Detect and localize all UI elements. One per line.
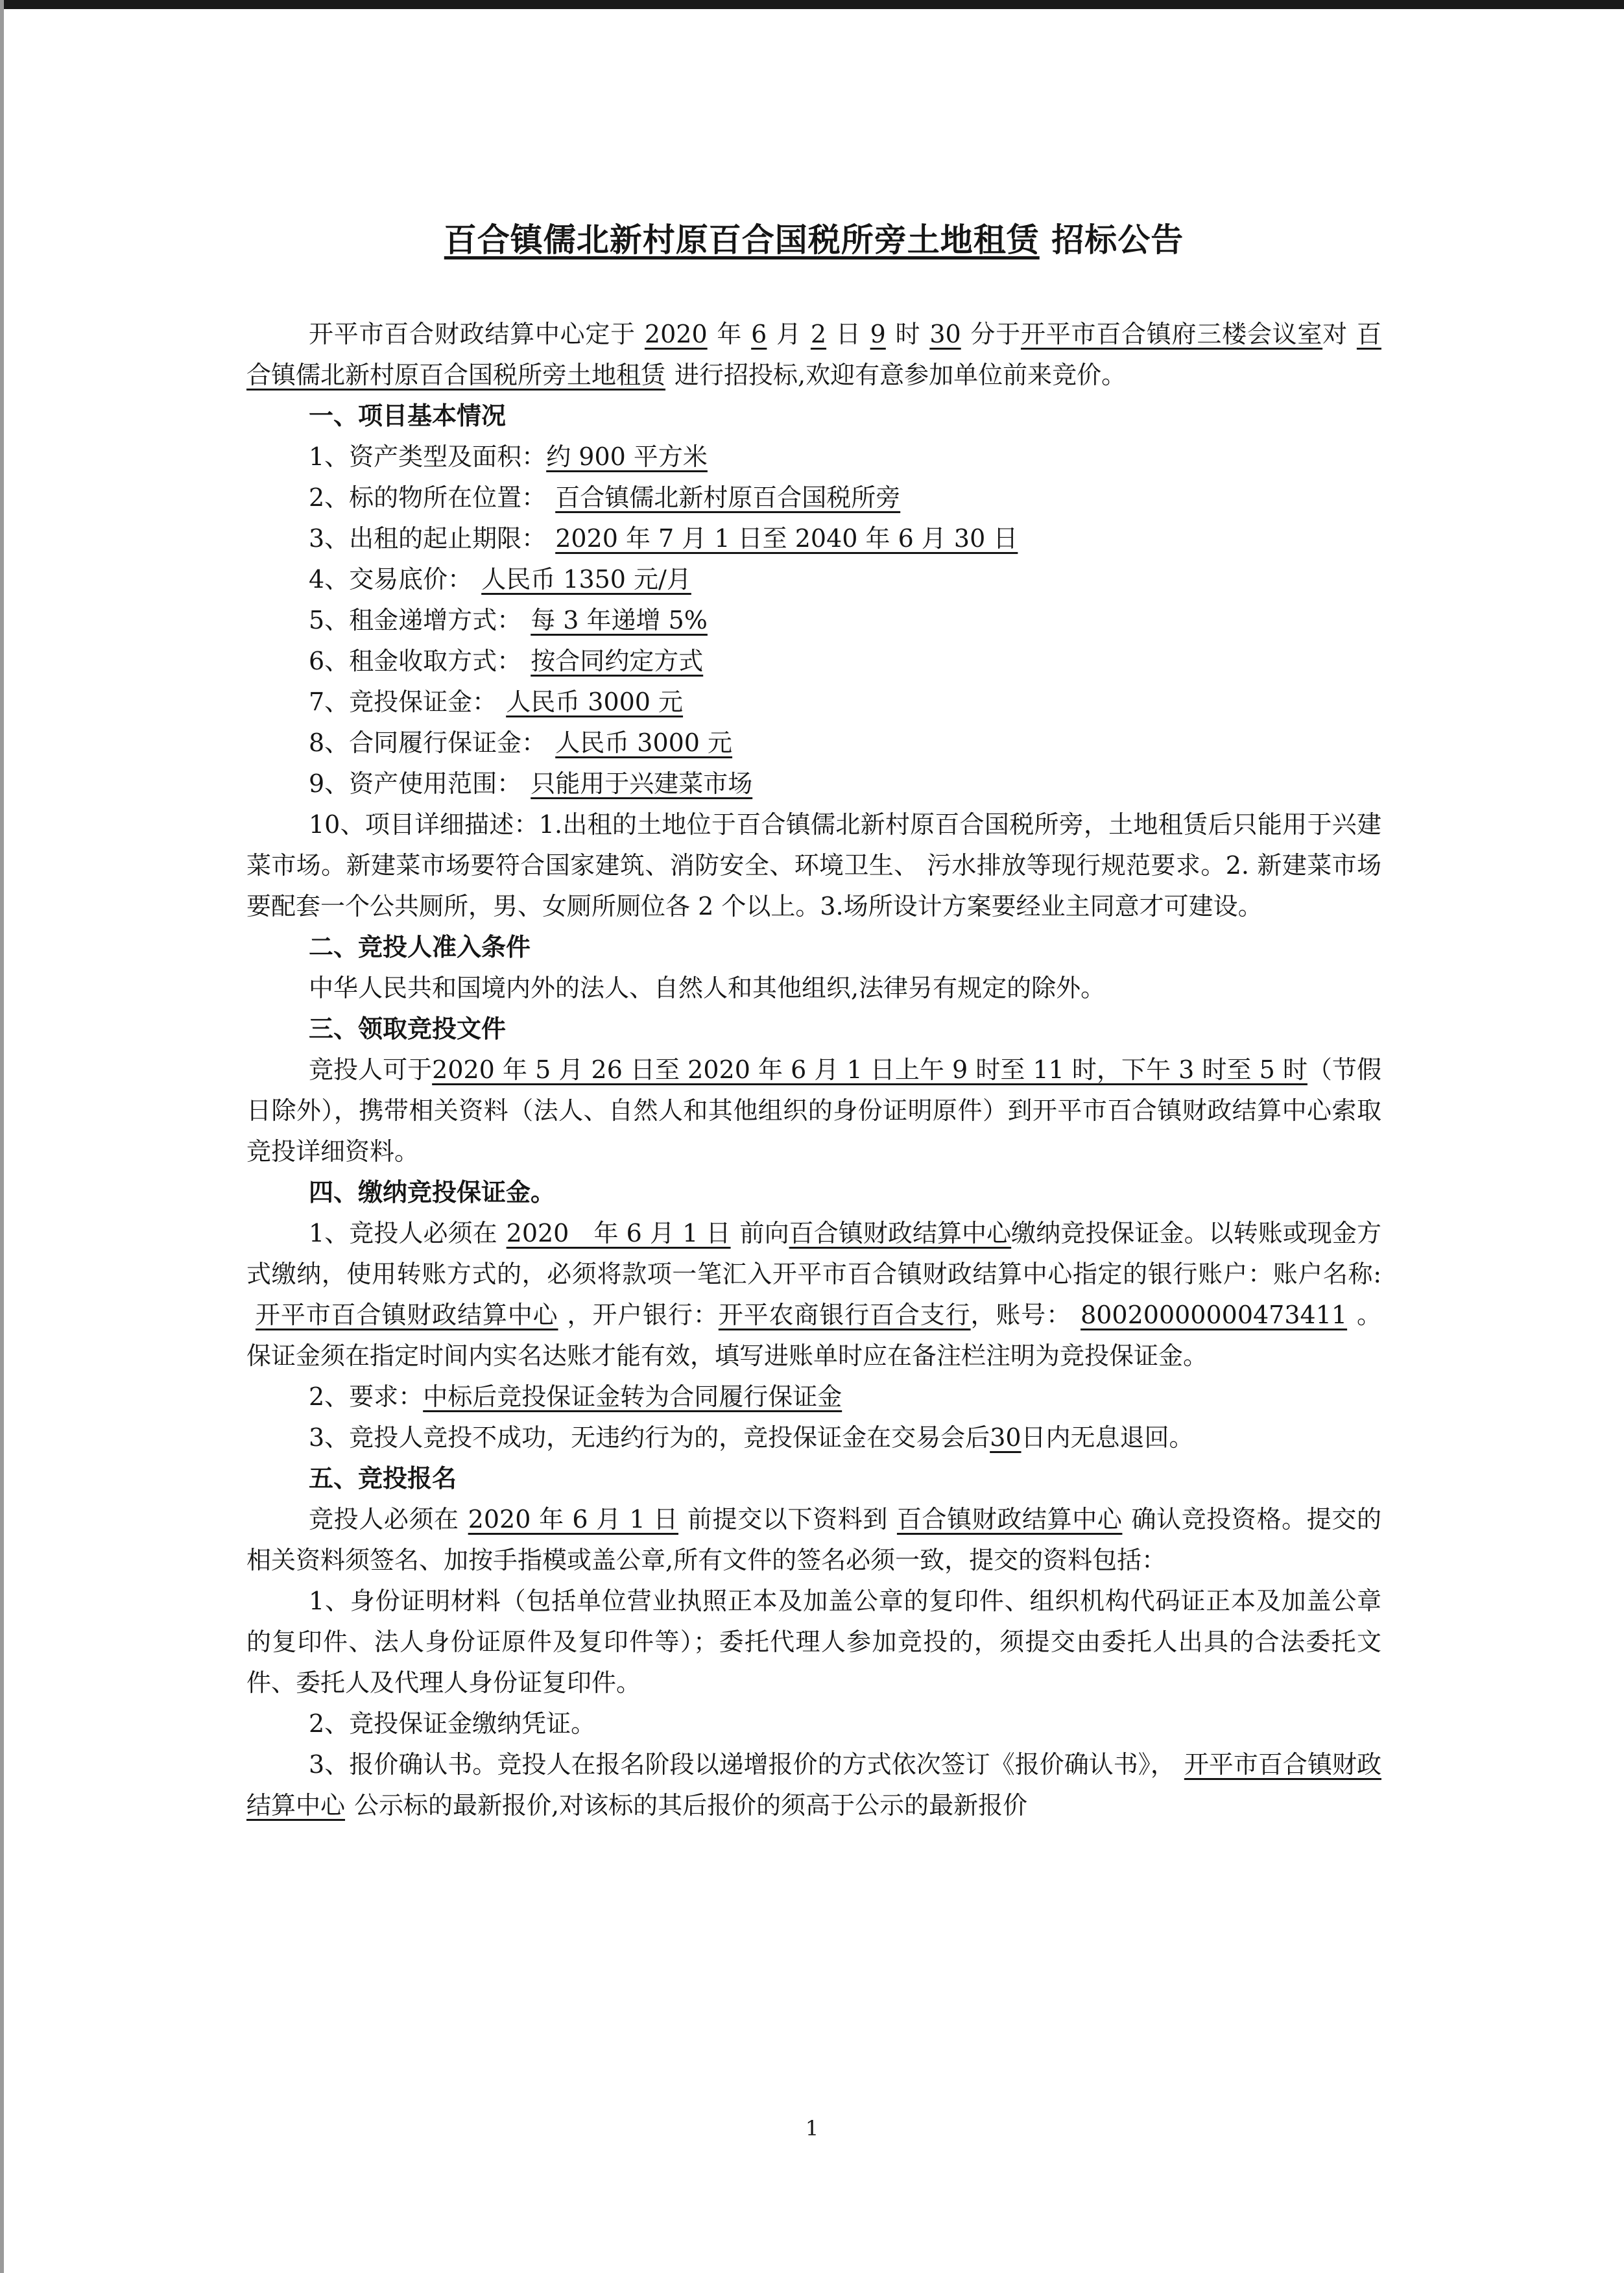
item-value: 人民币 1350 元/月	[481, 565, 691, 594]
section1-item	[246, 641, 1381, 682]
section4-paragraph-2	[246, 1377, 1381, 1417]
section3-text-part: （节假日除外），携带相关资料（法人、自然人和其他组织的身份证明原件）到开平市百合镇财政结算中心索取竞投详细资料。	[246, 1055, 1381, 1166]
intro-day: 2	[810, 320, 827, 348]
item-label: 7、竞投保证金：	[309, 688, 497, 716]
text-part: 前向	[739, 1219, 789, 1247]
page-title	[246, 214, 1381, 261]
section1-item	[246, 559, 1381, 600]
intro-text: 开平市百合财政结算中心定于	[309, 320, 636, 348]
requirement-value: 中标后竞投保证金转为合同履行保证金	[423, 1382, 842, 1411]
item-value: 百合镇儒北新村原百合国税所旁	[555, 483, 901, 512]
item-label: 9、资产使用范围：	[309, 769, 522, 798]
intro-text: 日	[835, 320, 861, 348]
intro-text: 对	[1322, 320, 1348, 348]
intro-text: 月	[776, 320, 802, 348]
bank-name: 开平农商银行百合支行	[718, 1301, 971, 1329]
section5-item: 2、竞投保证金缴纳凭证。	[309, 1709, 596, 1738]
title-project: 百合镇儒北新村原百合国税所旁土地租赁	[444, 221, 1040, 259]
text-part: 确认竞投资格。提交的相关资料须签名、加按手指模或盖公章,所有文件的签名必须一致，提交的资料包括：	[246, 1505, 1381, 1574]
intro-text: 分于	[970, 320, 1021, 348]
section1-item	[246, 437, 1381, 477]
item-label: 1、资产类型及面积：	[309, 442, 547, 471]
page-number: 1	[805, 2116, 819, 2141]
document-page	[246, 214, 1381, 1826]
title-tail: 招标公告	[1051, 221, 1184, 259]
item-label: 4、交易底价：	[309, 565, 473, 594]
text-part: 1、竞投人必须在	[309, 1219, 497, 1247]
item-value: 人民币 3000 元	[506, 688, 684, 716]
section5-paragraph-3	[246, 1744, 1381, 1826]
section1-item10: 10、项目详细描述：1.出租的土地位于百合镇儒北新村原百合国税所旁，土地租赁后只能用于兴建菜市场。新建菜市场要符合国家建筑、消防安全、环境卫生、 污水排放等现行规范要求。2. 新建菜市场要配套一个公共厕所，男、女厕所厕位各 2 个以上。3.场所设计方案要经业主同意才可建设。	[246, 810, 1381, 920]
intro-month: 6	[751, 320, 767, 348]
account-name: 开平市百合镇财政结算中心	[256, 1301, 558, 1329]
item-value: 只能用于兴建菜市场	[531, 769, 753, 798]
text-part: 前提交以下资料到	[687, 1505, 888, 1533]
text-part: 3、报价确认书。竞投人在报名阶段以递增报价的方式依次签订《报价确认书》，	[309, 1750, 1175, 1779]
section3-heading: 三、领取竞投文件	[309, 1015, 507, 1043]
section1-heading: 一、项目基本情况	[309, 402, 507, 430]
section4-heading: 四、缴纳竞投保证金。	[309, 1178, 556, 1207]
section1-item	[246, 477, 1381, 518]
section1-item	[246, 764, 1381, 804]
item-label: 3、出租的起止期限：	[309, 524, 547, 553]
section4-paragraph-3	[246, 1417, 1381, 1458]
section3-text	[246, 1050, 1381, 1172]
text-part: 竞投人必须在	[309, 1505, 459, 1533]
text-part: 3、竞投人竞投不成功，无违约行为的，竞投保证金在交易会后	[309, 1423, 990, 1452]
item-label: 5、租金递增方式：	[309, 606, 522, 634]
section2-heading: 二、竞投人准入条件	[309, 933, 531, 961]
intro-project: 百合镇儒北新村原百合国税所旁土地租赁	[246, 320, 1381, 389]
item-value: 每 3 年递增 5%	[531, 606, 708, 634]
section5-paragraph-1	[246, 1499, 1381, 1581]
intro-text: 进行招投标,欢迎有意参加单位前来竞价。	[675, 361, 1127, 389]
section1-item	[246, 600, 1381, 641]
intro-place: 开平市百合镇府三楼会议室	[1020, 320, 1323, 348]
section5-heading: 五、竞投报名	[309, 1464, 457, 1493]
text-part: ，开户银行：	[567, 1301, 719, 1329]
item-label: 8、合同履行保证金：	[309, 728, 547, 757]
item-label: 2、标的物所在位置：	[309, 483, 547, 512]
publish-center: 开平市百合镇财政结算中心	[246, 1750, 1381, 1820]
intro-paragraph	[246, 314, 1381, 396]
text-part: 缴纳竞投保证金。以转账或现金方式缴纳，使用转账方式的，必须将款项一笔汇入开平市百合镇财政结算中心指定的银行账户：账户名称:	[246, 1219, 1381, 1288]
intro-year: 2020	[644, 320, 708, 348]
registration-date: 2020 年 6 月 1 日	[468, 1505, 679, 1533]
scan-edge-left	[0, 0, 4, 2273]
text-part: 日内无息退回。	[1021, 1423, 1194, 1452]
scan-edge-top	[0, 0, 1624, 9]
item-value: 2020 年 7 月 1 日至 2040 年 6 月 30 日	[555, 524, 1018, 553]
section3-period: 2020 年 5 月 26 日至 2020 年 6 月 1 日上午 9 时至 11 时，下午 3 时至 5 时	[432, 1055, 1308, 1084]
section1-item	[246, 723, 1381, 764]
section3-text-part: 竞投人可于	[309, 1055, 433, 1084]
section5-item: 1、身份证明材料（包括单位营业执照正本及加盖公章的复印件、组织机构代码证正本及加盖公章的复印件、法人身份证原件及复印件等）；委托代理人参加竞投的，须提交由委托人出具的合法委托文件、委托人及代理人身份证复印件。	[246, 1587, 1381, 1697]
item-value: 约 900 平方米	[546, 442, 708, 471]
item-value: 人民币 3000 元	[555, 728, 733, 757]
item-value: 按合同约定方式	[531, 647, 704, 675]
intro-hour: 9	[870, 320, 886, 348]
intro-text: 时	[894, 320, 921, 348]
text-part: ，账号：	[970, 1301, 1072, 1329]
item-label: 6、租金收取方式：	[309, 647, 522, 675]
account-number: 80020000000473411	[1081, 1301, 1348, 1329]
deposit-center: 百合镇财政结算中心	[789, 1219, 1012, 1247]
refund-days: 30	[990, 1423, 1021, 1452]
text-part: 。保证金须在指定时间内实名达账才能有效，填写进账单时应在备注栏注明为竞投保证金。	[246, 1301, 1381, 1370]
text-part: 公示标的最新报价,对该标的其后报价的须高于公示的最新报价	[354, 1791, 1028, 1820]
deposit-date: 2020 年 6 月 1 日	[506, 1219, 731, 1247]
intro-text: 年	[716, 320, 743, 348]
registration-center: 百合镇财政结算中心	[896, 1505, 1123, 1533]
text-part: 2、要求：	[309, 1382, 424, 1411]
section1-item	[246, 682, 1381, 723]
section1-item	[246, 518, 1381, 559]
section4-paragraph-1	[246, 1213, 1381, 1377]
intro-minute: 30	[929, 320, 961, 348]
section2-text: 中华人民共和国境内外的法人、自然人和其他组织,法律另有规定的除外。	[309, 974, 1106, 1002]
